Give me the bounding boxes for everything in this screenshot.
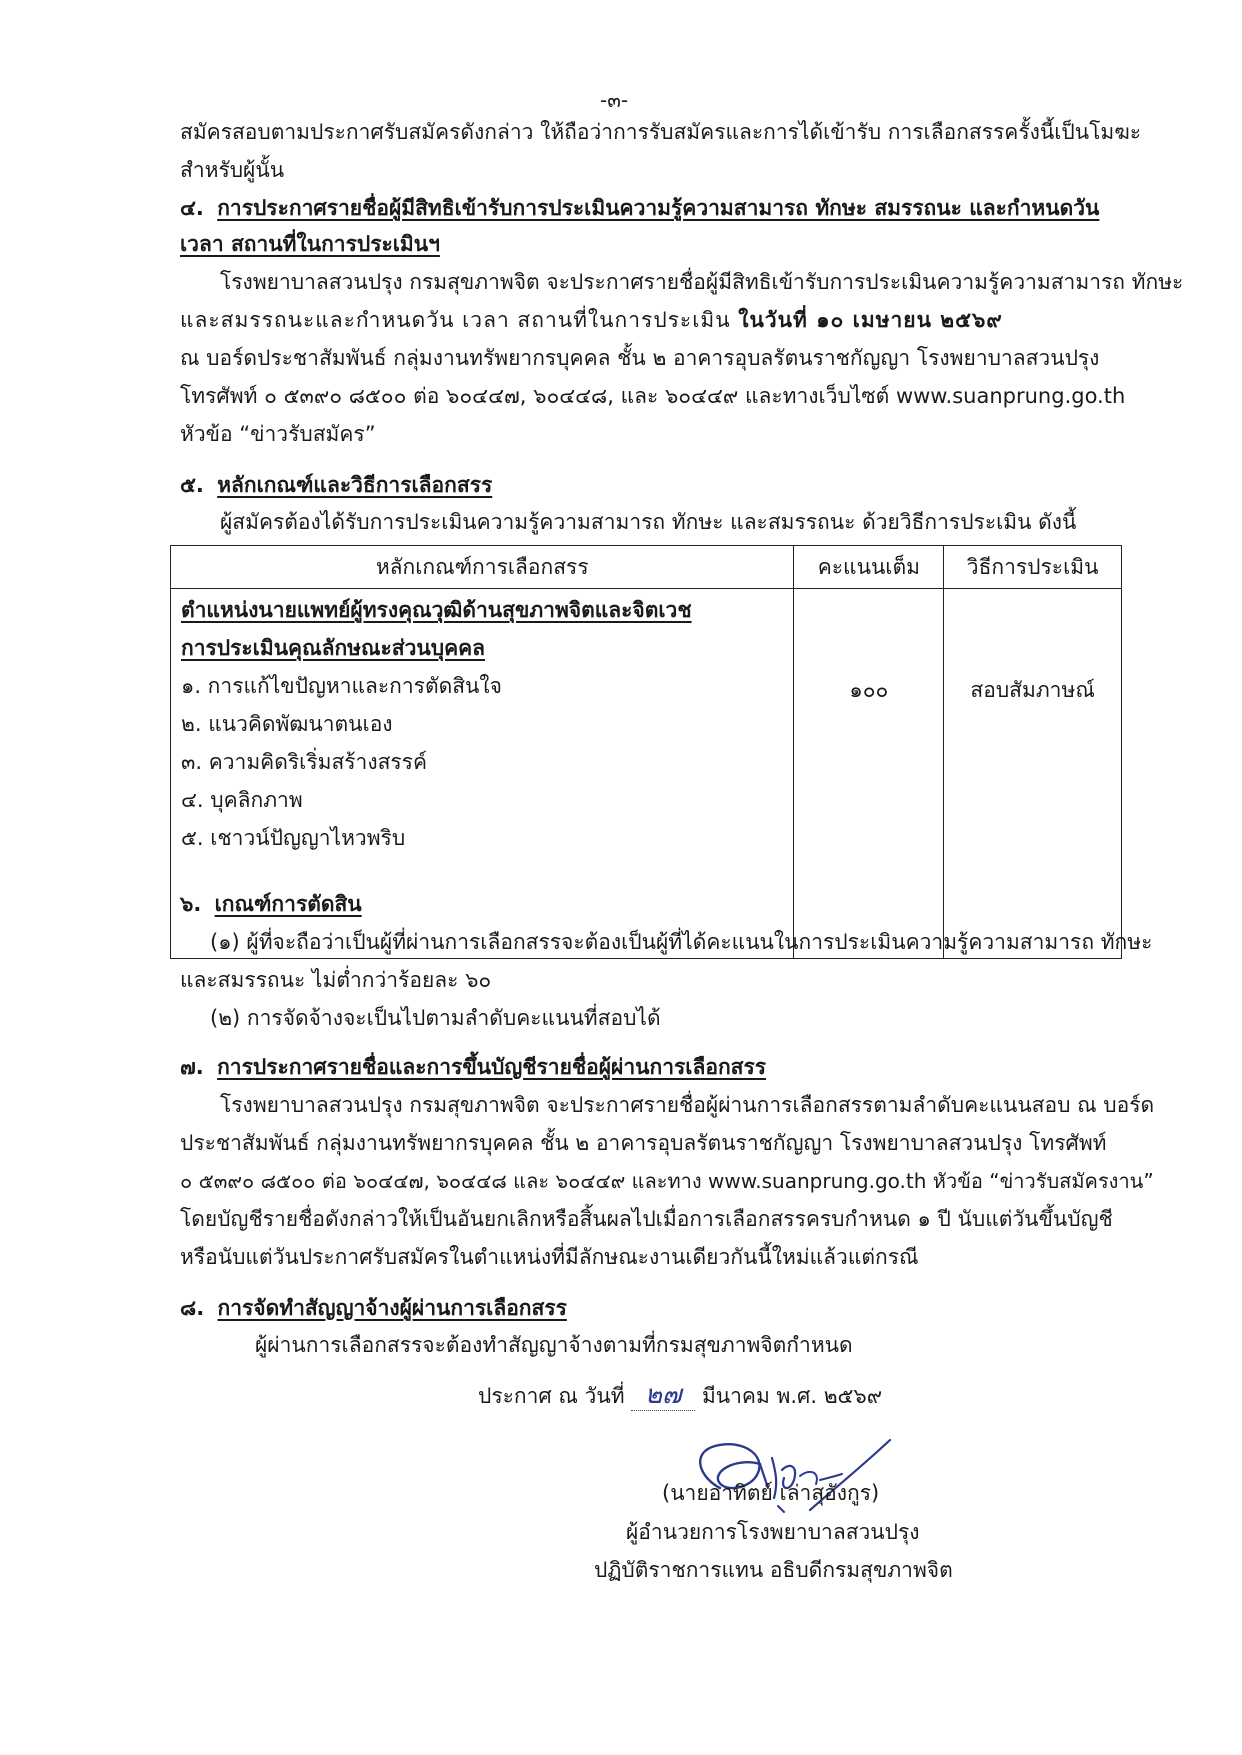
section-4-date: ในวันที่ ๑๐ เมษายน ๒๕๖๙ [738,308,1003,332]
section-7-line-5: หรือนับแต่วันประกาศรับสมัครในตำแหน่งที่มีลักษณะงานเดียวกันนี้ใหม่แล้วแต่กรณี [180,1245,919,1269]
criteria-item: ๒. แนวคิดพัฒนาตนเอง [181,712,393,736]
signer-position-1: ผู้อำนวยการโรงพยาบาลสวนปรุง [626,1520,920,1544]
assessment-title: การประเมินคุณลักษณะส่วนบุคคล [181,636,486,660]
section-6-heading [180,889,362,919]
section-5-title: หลักเกณฑ์และวิธีการเลือกสรร [217,473,493,497]
section-4-body-5: หัวข้อ “ข่าวรับสมัคร” [180,422,376,446]
signer-name: (นายอาทิตย์ เล่าสุอังกูร) [662,1481,880,1505]
section-4-number: ๔. [180,196,204,220]
signature-image [660,1418,910,1528]
section-8-number: ๘. [180,1296,205,1320]
section-6-number: ๖. [180,892,202,916]
position-title: ตำแหน่งนายแพทย์ผู้ทรงคุณวุฒิด้านสุขภาพจิตและจิตเวช [181,598,692,622]
section-4-body-1: โรงพยาบาลสวนปรุง กรมสุขภาพจิต จะประกาศรายชื่อผู้มีสิทธิเข้ารับการประเมินความรู้ความสามารถ ทักษะ [220,270,1184,294]
intro-line-2: สำหรับผู้นั้น [180,158,285,182]
section-5-heading [180,470,492,500]
handwritten-day: ๒๗ [631,1380,695,1411]
full-score-value: ๑๐๐ [794,589,944,959]
full-score-header: คะแนนเต็ม [794,546,944,589]
section-7-line-1: โรงพยาบาลสวนปรุง กรมสุขภาพจิต จะประกาศรายชื่อผู้ผ่านการเลือกสรรตามลำดับคะแนนสอบ ณ บอร์ด [220,1093,1155,1117]
section-6-item-1-cont: และสมรรถนะ ไม่ต่ำกว่าร้อยละ ๖๐ [180,968,492,992]
section-7-title: การประกาศรายชื่อและการขึ้นบัญชีรายชื่อผู้ผ่านการเลือกสรร [217,1055,767,1079]
section-7-line-2: ประชาสัมพันธ์ กลุ่มงานทรัพยากรบุคคล ชั้น ๒ อาคารอุบลรัตนราชกัญญา โรงพยาบาลสวนปรุง โทรศัพท์ [180,1131,1107,1155]
section-4-title-line-2: เวลา สถานที่ในการประเมินฯ [180,232,440,256]
section-6-item-2: (๒) การจัดจ้างจะเป็นไปตามลำดับคะแนนที่สอบได้ [210,1006,661,1030]
method-header: วิธีการประเมิน [944,546,1122,589]
section-4-body-2a: และสมรรถนะและกำหนดวัน เวลา สถานที่ในการประเมิน [180,308,731,332]
method-value: สอบสัมภาษณ์ [944,589,1122,959]
section-6-item-1: (๑) ผู้ที่จะถือว่าเป็นผู้ที่ผ่านการเลือกสรรจะต้องเป็นผู้ที่ได้คะแนนในการประเมินความรู้ความสามารถ ทักษะ [210,930,1153,954]
criteria-item: ๔. บุคลิกภาพ [181,788,303,812]
page-number: -๓- [600,88,629,112]
section-4-heading [180,193,1099,223]
section-4-body-4: โทรศัพท์ ๐ ๕๓๙๐ ๘๕๐๐ ต่อ ๖๐๔๔๗, ๖๐๔๔๘, และ ๖๐๔๔๙ และทางเว็บไซต์ www.suanprung.go.th [180,384,1126,408]
section-8-body: ผู้ผ่านการเลือกสรรจะต้องทำสัญญาจ้างตามที่กรมสุขภาพจิตกำหนด [255,1333,853,1357]
criteria-item: ๑. การแก้ไขปัญหาและการตัดสินใจ [181,674,502,698]
section-7-line-3: ๐ ๕๓๙๐ ๘๕๐๐ ต่อ ๖๐๔๔๗, ๖๐๔๔๘ และ ๖๐๔๔๙ และทาง www.suanprung.go.th หัวข้อ “ข่าวรับสมัครงาน” [180,1169,1154,1193]
section-4-body-3: ณ บอร์ดประชาสัมพันธ์ กลุ่มงานทรัพยากรบุคคล ชั้น ๒ อาคารอุบลรัตนราชกัญญา โรงพยาบาลสวนปรุง [180,346,1100,370]
section-4-body-2 [180,305,1003,335]
section-5-number: ๕. [180,473,204,497]
section-8-heading [180,1293,567,1323]
criteria-item: ๕. เชาวน์ปัญญาไหวพริบ [181,826,406,850]
section-8-title: การจัดทำสัญญาจ้างผู้ผ่านการเลือกสรร [217,1296,567,1320]
section-7-heading [180,1052,766,1082]
criteria-table-header-row [171,546,1122,589]
criteria-item: ๓. ความคิดริเริ่มสร้างสรรค์ [181,750,428,774]
signer-position-2: ปฏิบัติราชการแทน อธิบดีกรมสุขภาพจิต [594,1558,953,1582]
announcement-prefix: ประกาศ ณ วันที่ [478,1384,625,1408]
section-4-title: การประกาศรายชื่อผู้มีสิทธิเข้ารับการประเมินความรู้ความสามารถ ทักษะ สมรรถนะ และกำหนดวัน [217,196,1100,220]
section-7-line-4: โดยบัญชีรายชื่อดังกล่าวให้เป็นอันยกเลิกหรือสิ้นผลไปเมื่อการเลือกสรรครบกำหนด ๑ ปี นับแต่วันขึ้นบัญชี [180,1207,1113,1231]
announcement-date [478,1380,882,1411]
intro-line-1: สมัครสอบตามประกาศรับสมัครดังกล่าว ให้ถือว่าการรับสมัครและการได้เข้ารับ การเลือกสรรครั้งนี้เป็นโมฆะ [180,120,1142,144]
section-6-title: เกณฑ์การตัดสิน [214,892,362,916]
announcement-month-year: มีนาคม พ.ศ. ๒๕๖๙ [701,1384,883,1408]
criteria-header: หลักเกณฑ์การเลือกสรร [171,546,794,589]
section-7-number: ๗. [180,1055,204,1079]
section-5-body: ผู้สมัครต้องได้รับการประเมินความรู้ความสามารถ ทักษะ และสมรรถนะ ด้วยวิธีการประเมิน ดังนี้ [220,510,1077,534]
